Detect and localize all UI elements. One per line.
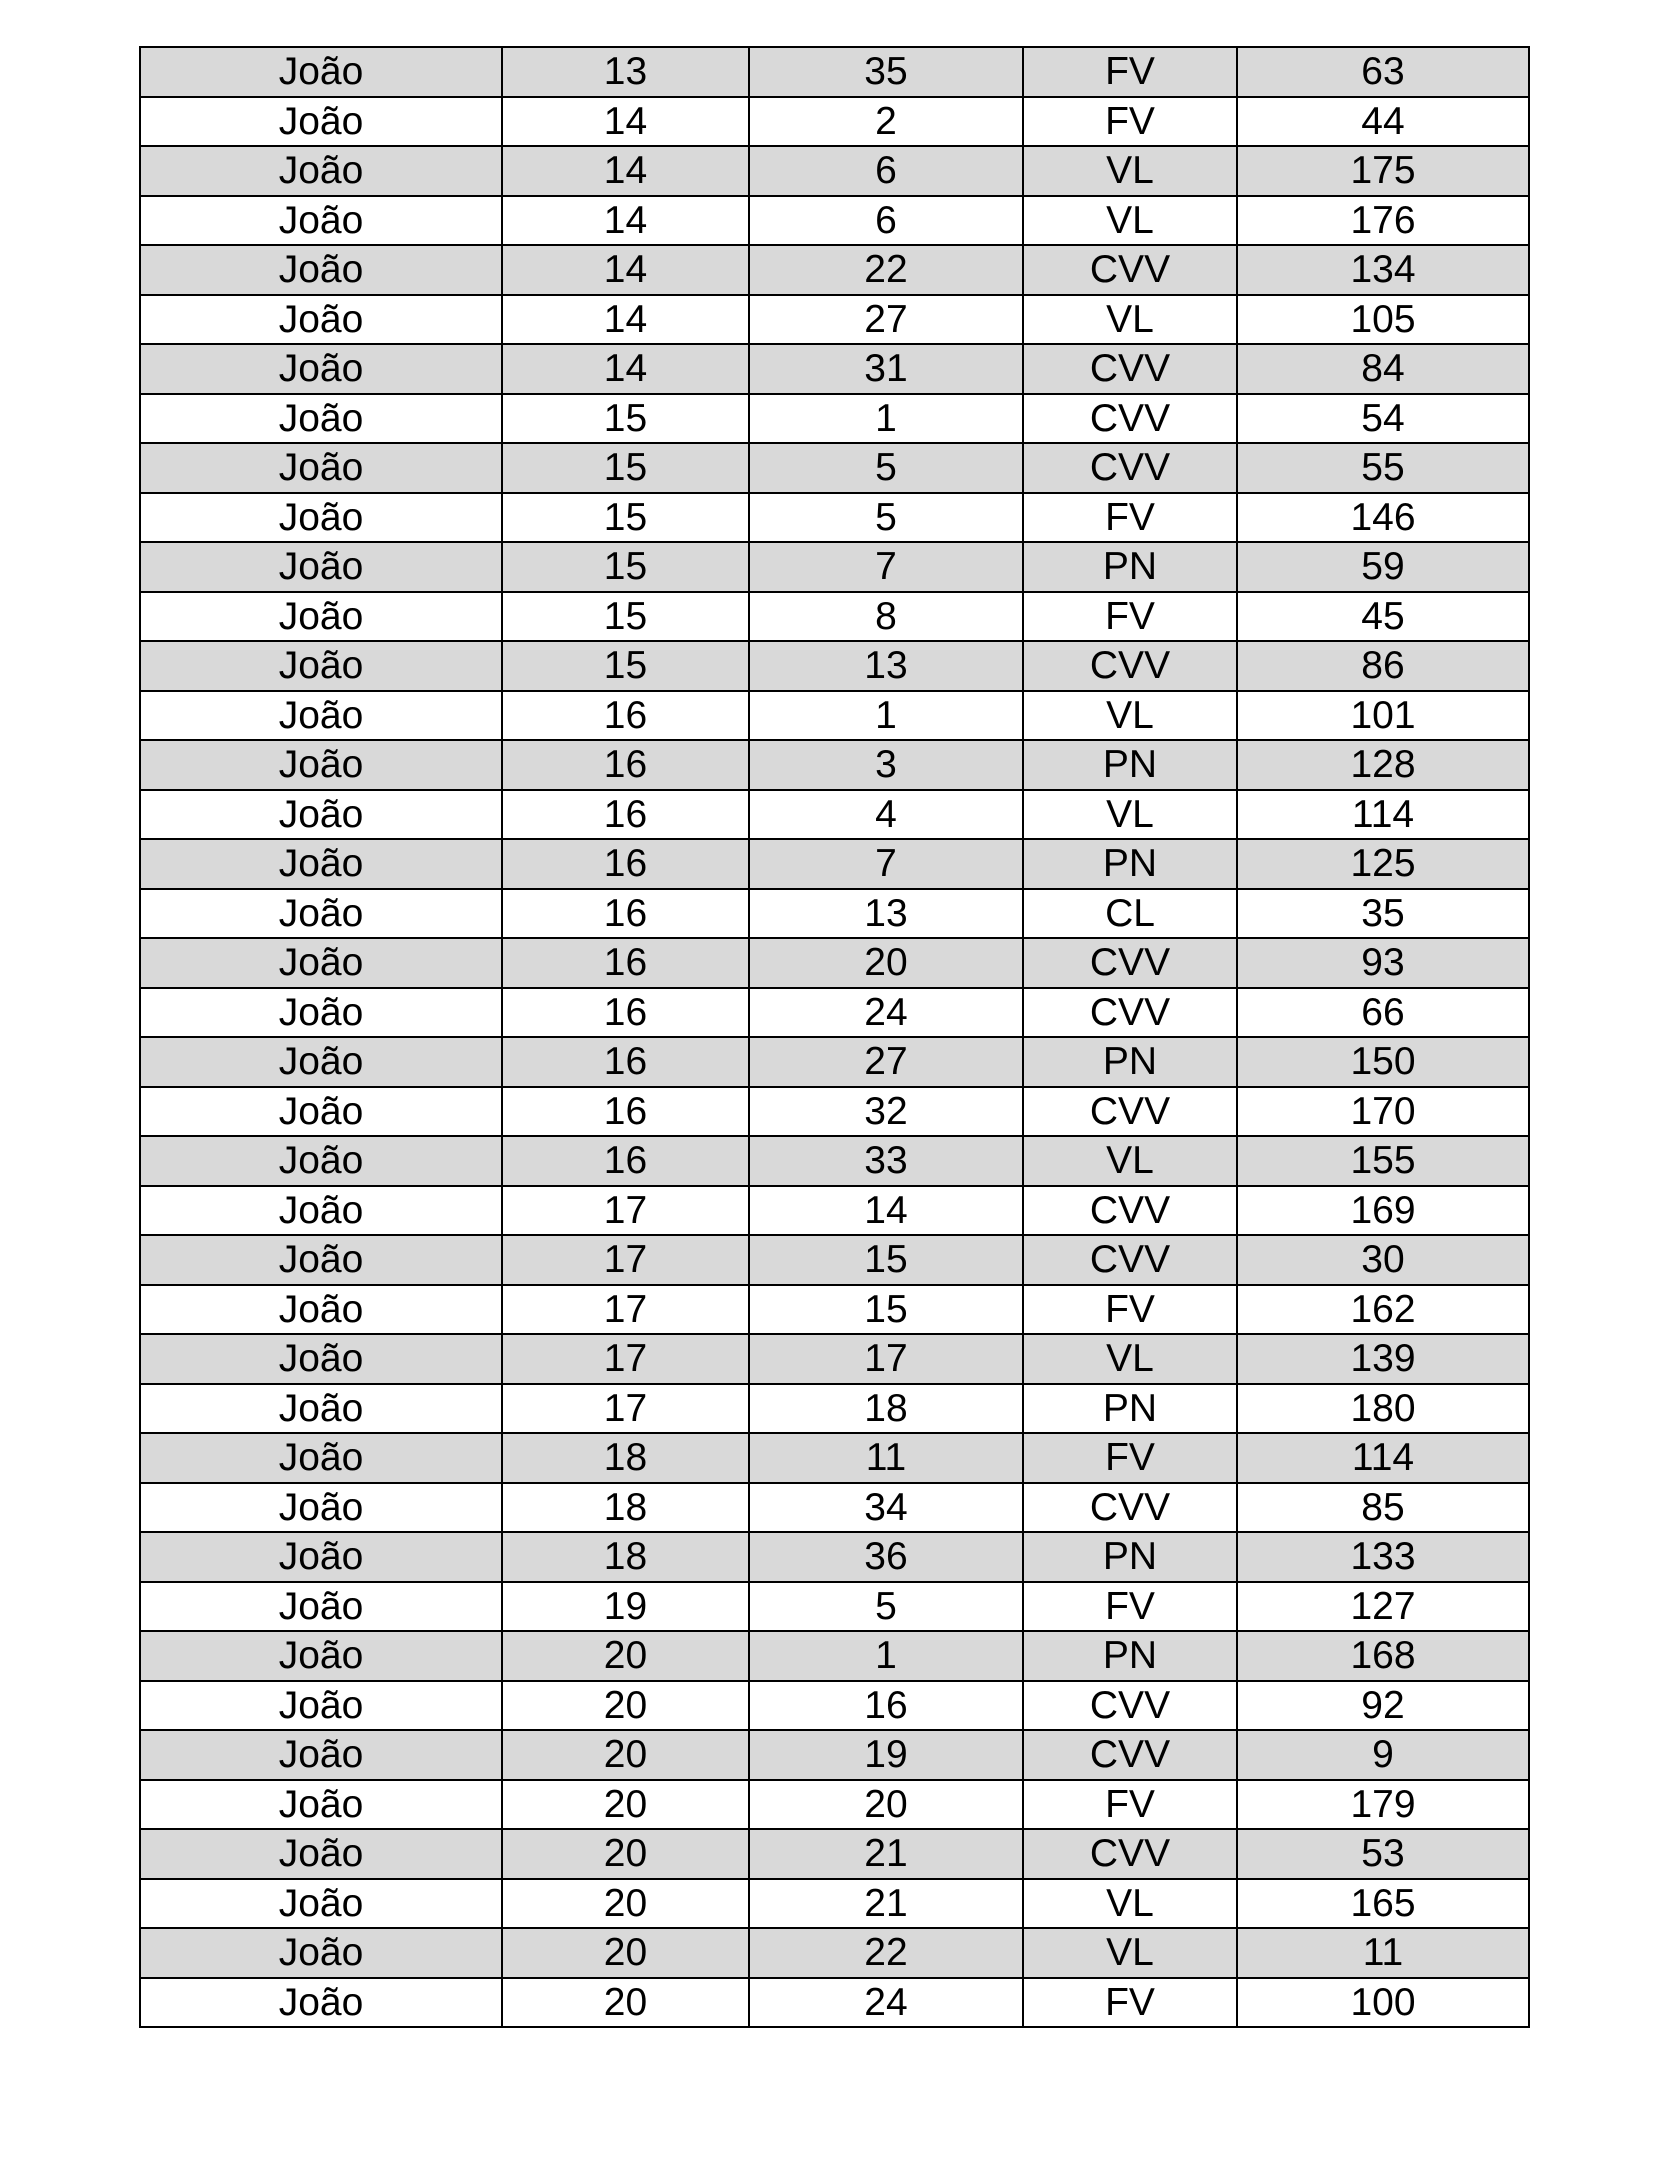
code-cell: CVV [1023, 443, 1237, 493]
value-cell: 180 [1237, 1384, 1529, 1434]
column-3-cell: 2 [749, 97, 1023, 147]
table-row [140, 97, 1529, 147]
value-cell: 175 [1237, 146, 1529, 196]
code-cell: CVV [1023, 1186, 1237, 1236]
value-cell: 139 [1237, 1334, 1529, 1384]
column-3-cell: 6 [749, 196, 1023, 246]
table-row [140, 1829, 1529, 1879]
column-2-cell: 16 [502, 839, 749, 889]
value-cell: 11 [1237, 1928, 1529, 1978]
name-cell: João [140, 839, 502, 889]
value-cell: 54 [1237, 394, 1529, 444]
name-cell: João [140, 1037, 502, 1087]
name-cell: João [140, 1582, 502, 1632]
name-cell: João [140, 988, 502, 1038]
column-2-cell: 20 [502, 1631, 749, 1681]
column-3-cell: 22 [749, 245, 1023, 295]
name-cell: João [140, 295, 502, 345]
table-row [140, 1186, 1529, 1236]
value-cell: 63 [1237, 47, 1529, 97]
column-3-cell: 6 [749, 146, 1023, 196]
code-cell: VL [1023, 1334, 1237, 1384]
column-2-cell: 16 [502, 740, 749, 790]
code-cell: FV [1023, 1978, 1237, 2028]
code-cell: FV [1023, 592, 1237, 642]
code-cell: VL [1023, 691, 1237, 741]
name-cell: João [140, 1780, 502, 1830]
column-3-cell: 13 [749, 641, 1023, 691]
name-cell: João [140, 1978, 502, 2028]
table-row [140, 1780, 1529, 1830]
value-cell: 150 [1237, 1037, 1529, 1087]
code-cell: PN [1023, 839, 1237, 889]
name-cell: João [140, 641, 502, 691]
name-cell: João [140, 1829, 502, 1879]
table-row [140, 196, 1529, 246]
name-cell: João [140, 1087, 502, 1137]
column-2-cell: 18 [502, 1532, 749, 1582]
column-2-cell: 18 [502, 1483, 749, 1533]
column-2-cell: 16 [502, 938, 749, 988]
column-2-cell: 16 [502, 1087, 749, 1137]
column-3-cell: 7 [749, 542, 1023, 592]
value-cell: 179 [1237, 1780, 1529, 1830]
value-cell: 165 [1237, 1879, 1529, 1929]
table-row [140, 394, 1529, 444]
code-cell: VL [1023, 1136, 1237, 1186]
code-cell: VL [1023, 1879, 1237, 1929]
code-cell: FV [1023, 97, 1237, 147]
table-row [140, 1334, 1529, 1384]
table-row [140, 1978, 1529, 2028]
column-2-cell: 17 [502, 1186, 749, 1236]
code-cell: CVV [1023, 344, 1237, 394]
table-row [140, 1087, 1529, 1137]
table-row [140, 839, 1529, 889]
table-row [140, 443, 1529, 493]
name-cell: João [140, 1483, 502, 1533]
code-cell: CVV [1023, 938, 1237, 988]
column-3-cell: 15 [749, 1285, 1023, 1335]
value-cell: 92 [1237, 1681, 1529, 1731]
code-cell: VL [1023, 790, 1237, 840]
table-row [140, 1681, 1529, 1731]
table-row [140, 1235, 1529, 1285]
code-cell: PN [1023, 1384, 1237, 1434]
column-3-cell: 1 [749, 394, 1023, 444]
value-cell: 134 [1237, 245, 1529, 295]
table-row [140, 493, 1529, 543]
table-row [140, 1582, 1529, 1632]
column-2-cell: 15 [502, 641, 749, 691]
name-cell: João [140, 1681, 502, 1731]
code-cell: CL [1023, 889, 1237, 939]
table-body [140, 47, 1529, 2027]
column-2-cell: 14 [502, 97, 749, 147]
column-3-cell: 19 [749, 1730, 1023, 1780]
column-2-cell: 20 [502, 1879, 749, 1929]
code-cell: FV [1023, 493, 1237, 543]
table-row [140, 889, 1529, 939]
code-cell: VL [1023, 1928, 1237, 1978]
column-2-cell: 15 [502, 443, 749, 493]
value-cell: 105 [1237, 295, 1529, 345]
value-cell: 114 [1237, 1433, 1529, 1483]
column-3-cell: 15 [749, 1235, 1023, 1285]
value-cell: 30 [1237, 1235, 1529, 1285]
column-2-cell: 20 [502, 1928, 749, 1978]
column-3-cell: 13 [749, 889, 1023, 939]
column-3-cell: 5 [749, 493, 1023, 543]
table-row [140, 1532, 1529, 1582]
value-cell: 55 [1237, 443, 1529, 493]
table-row [140, 790, 1529, 840]
table-row [140, 542, 1529, 592]
column-2-cell: 15 [502, 542, 749, 592]
code-cell: PN [1023, 1037, 1237, 1087]
code-cell: FV [1023, 1582, 1237, 1632]
name-cell: João [140, 740, 502, 790]
column-2-cell: 14 [502, 196, 749, 246]
code-cell: VL [1023, 146, 1237, 196]
code-cell: CVV [1023, 1681, 1237, 1731]
table-row [140, 1384, 1529, 1434]
value-cell: 133 [1237, 1532, 1529, 1582]
column-3-cell: 14 [749, 1186, 1023, 1236]
column-2-cell: 16 [502, 988, 749, 1038]
value-cell: 93 [1237, 938, 1529, 988]
column-3-cell: 4 [749, 790, 1023, 840]
name-cell: João [140, 493, 502, 543]
name-cell: João [140, 1730, 502, 1780]
table-row [140, 344, 1529, 394]
column-3-cell: 36 [749, 1532, 1023, 1582]
value-cell: 85 [1237, 1483, 1529, 1533]
column-2-cell: 16 [502, 889, 749, 939]
column-3-cell: 27 [749, 1037, 1023, 1087]
table-row [140, 1483, 1529, 1533]
table-row [140, 295, 1529, 345]
table-row [140, 1631, 1529, 1681]
name-cell: João [140, 344, 502, 394]
value-cell: 146 [1237, 493, 1529, 543]
column-3-cell: 31 [749, 344, 1023, 394]
value-cell: 44 [1237, 97, 1529, 147]
code-cell: CVV [1023, 988, 1237, 1038]
table-row [140, 592, 1529, 642]
code-cell: FV [1023, 1285, 1237, 1335]
column-2-cell: 15 [502, 394, 749, 444]
column-3-cell: 5 [749, 1582, 1023, 1632]
value-cell: 59 [1237, 542, 1529, 592]
name-cell: João [140, 196, 502, 246]
column-3-cell: 3 [749, 740, 1023, 790]
column-2-cell: 16 [502, 1037, 749, 1087]
table-row [140, 1136, 1529, 1186]
name-cell: João [140, 1928, 502, 1978]
column-3-cell: 8 [749, 592, 1023, 642]
name-cell: João [140, 889, 502, 939]
column-2-cell: 16 [502, 790, 749, 840]
column-2-cell: 14 [502, 146, 749, 196]
value-cell: 9 [1237, 1730, 1529, 1780]
name-cell: João [140, 1879, 502, 1929]
name-cell: João [140, 1136, 502, 1186]
column-3-cell: 20 [749, 1780, 1023, 1830]
column-3-cell: 33 [749, 1136, 1023, 1186]
column-2-cell: 16 [502, 1136, 749, 1186]
table-row [140, 146, 1529, 196]
column-2-cell: 15 [502, 493, 749, 543]
column-3-cell: 20 [749, 938, 1023, 988]
name-cell: João [140, 1235, 502, 1285]
value-cell: 125 [1237, 839, 1529, 889]
table-row [140, 691, 1529, 741]
column-2-cell: 20 [502, 1829, 749, 1879]
column-3-cell: 18 [749, 1384, 1023, 1434]
column-2-cell: 19 [502, 1582, 749, 1632]
column-3-cell: 24 [749, 1978, 1023, 2028]
data-table [139, 46, 1530, 2028]
column-2-cell: 14 [502, 344, 749, 394]
name-cell: João [140, 790, 502, 840]
value-cell: 114 [1237, 790, 1529, 840]
name-cell: João [140, 97, 502, 147]
column-2-cell: 17 [502, 1384, 749, 1434]
column-2-cell: 13 [502, 47, 749, 97]
value-cell: 86 [1237, 641, 1529, 691]
table-row [140, 1037, 1529, 1087]
column-2-cell: 20 [502, 1681, 749, 1731]
column-2-cell: 17 [502, 1285, 749, 1335]
code-cell: PN [1023, 740, 1237, 790]
column-3-cell: 22 [749, 1928, 1023, 1978]
column-3-cell: 32 [749, 1087, 1023, 1137]
value-cell: 45 [1237, 592, 1529, 642]
value-cell: 101 [1237, 691, 1529, 741]
table-row [140, 1879, 1529, 1929]
code-cell: FV [1023, 1780, 1237, 1830]
name-cell: João [140, 542, 502, 592]
code-cell: CVV [1023, 394, 1237, 444]
name-cell: João [140, 1433, 502, 1483]
table-row [140, 47, 1529, 97]
code-cell: CVV [1023, 1730, 1237, 1780]
table-row [140, 641, 1529, 691]
value-cell: 66 [1237, 988, 1529, 1038]
column-2-cell: 20 [502, 1780, 749, 1830]
name-cell: João [140, 691, 502, 741]
column-3-cell: 27 [749, 295, 1023, 345]
column-3-cell: 5 [749, 443, 1023, 493]
name-cell: João [140, 1334, 502, 1384]
column-3-cell: 1 [749, 1631, 1023, 1681]
table-row [140, 938, 1529, 988]
column-3-cell: 1 [749, 691, 1023, 741]
name-cell: João [140, 146, 502, 196]
value-cell: 53 [1237, 1829, 1529, 1879]
name-cell: João [140, 1384, 502, 1434]
table-row [140, 1285, 1529, 1335]
column-3-cell: 35 [749, 47, 1023, 97]
table-row [140, 1730, 1529, 1780]
column-2-cell: 14 [502, 245, 749, 295]
name-cell: João [140, 394, 502, 444]
column-3-cell: 7 [749, 839, 1023, 889]
column-2-cell: 16 [502, 691, 749, 741]
value-cell: 162 [1237, 1285, 1529, 1335]
code-cell: FV [1023, 1433, 1237, 1483]
column-2-cell: 15 [502, 592, 749, 642]
code-cell: CVV [1023, 1235, 1237, 1285]
column-3-cell: 16 [749, 1681, 1023, 1731]
code-cell: VL [1023, 196, 1237, 246]
code-cell: VL [1023, 295, 1237, 345]
code-cell: CVV [1023, 641, 1237, 691]
name-cell: João [140, 245, 502, 295]
name-cell: João [140, 1186, 502, 1236]
column-2-cell: 20 [502, 1978, 749, 2028]
value-cell: 169 [1237, 1186, 1529, 1236]
code-cell: PN [1023, 542, 1237, 592]
table-row [140, 1433, 1529, 1483]
value-cell: 168 [1237, 1631, 1529, 1681]
table-row [140, 740, 1529, 790]
column-2-cell: 18 [502, 1433, 749, 1483]
value-cell: 170 [1237, 1087, 1529, 1137]
name-cell: João [140, 1532, 502, 1582]
column-3-cell: 34 [749, 1483, 1023, 1533]
code-cell: CVV [1023, 1829, 1237, 1879]
column-3-cell: 17 [749, 1334, 1023, 1384]
name-cell: João [140, 1631, 502, 1681]
name-cell: João [140, 592, 502, 642]
value-cell: 100 [1237, 1978, 1529, 2028]
code-cell: PN [1023, 1631, 1237, 1681]
column-2-cell: 17 [502, 1235, 749, 1285]
value-cell: 35 [1237, 889, 1529, 939]
table-row [140, 1928, 1529, 1978]
value-cell: 128 [1237, 740, 1529, 790]
name-cell: João [140, 443, 502, 493]
column-3-cell: 21 [749, 1829, 1023, 1879]
value-cell: 176 [1237, 196, 1529, 246]
name-cell: João [140, 47, 502, 97]
column-2-cell: 20 [502, 1730, 749, 1780]
table-row [140, 245, 1529, 295]
table-row [140, 988, 1529, 1038]
column-2-cell: 17 [502, 1334, 749, 1384]
name-cell: João [140, 1285, 502, 1335]
code-cell: PN [1023, 1532, 1237, 1582]
column-2-cell: 14 [502, 295, 749, 345]
value-cell: 155 [1237, 1136, 1529, 1186]
code-cell: CVV [1023, 1087, 1237, 1137]
name-cell: João [140, 938, 502, 988]
column-3-cell: 21 [749, 1879, 1023, 1929]
value-cell: 127 [1237, 1582, 1529, 1632]
code-cell: CVV [1023, 245, 1237, 295]
column-3-cell: 24 [749, 988, 1023, 1038]
code-cell: FV [1023, 47, 1237, 97]
value-cell: 84 [1237, 344, 1529, 394]
column-3-cell: 11 [749, 1433, 1023, 1483]
code-cell: CVV [1023, 1483, 1237, 1533]
